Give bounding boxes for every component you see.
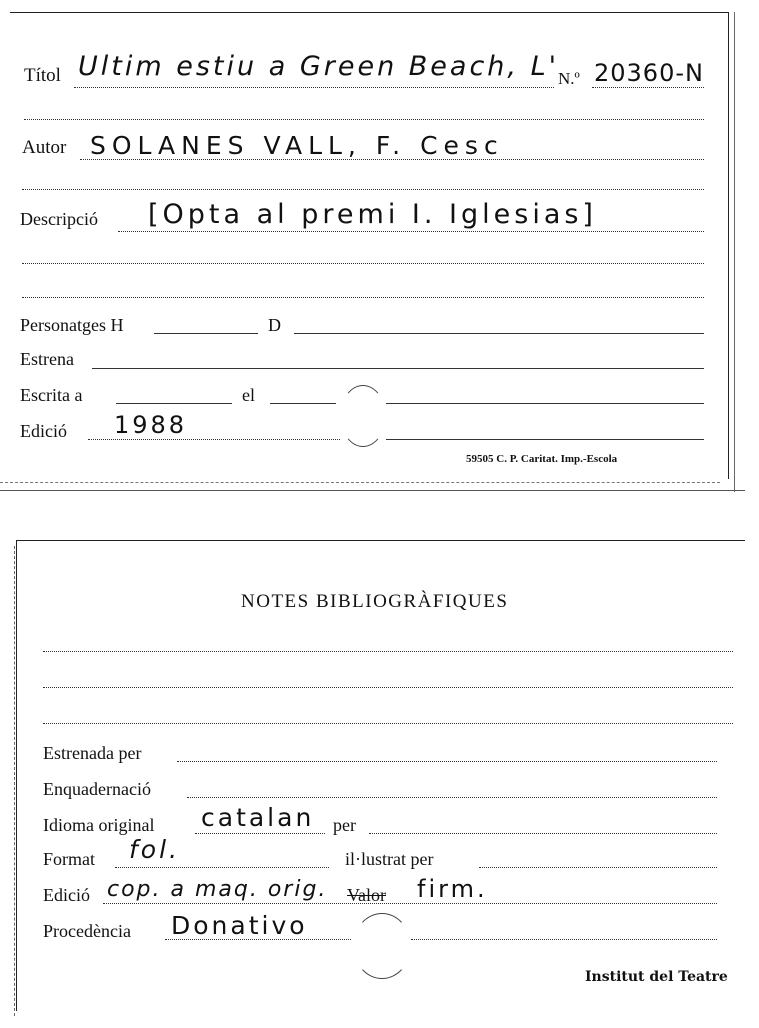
numero-label: N.º (558, 69, 580, 88)
valor-value: firm. (417, 875, 488, 903)
institution-name: Institut del Teatre (585, 969, 728, 985)
autor-label: Autor (22, 137, 67, 158)
illustrat-line (479, 867, 717, 868)
enquadernacio-label: Enquadernació (43, 779, 151, 799)
card2-edge (14, 546, 15, 1016)
personatges-d-label: D (268, 315, 281, 335)
edicio2-value: cop. a maq. orig. (107, 877, 328, 902)
catalog-card-front (10, 12, 729, 479)
idioma-per-line (369, 833, 717, 834)
procedencia-label: Procedència (43, 921, 131, 941)
el-line (270, 403, 336, 404)
descripcio-label: Descripció (20, 209, 98, 229)
notes-heading: NOTES BIBLIOGRÀFIQUES (241, 591, 509, 612)
descripcio-value: [Opta al premi I. Iglesias] (148, 199, 597, 230)
numero-value: 20360-N (594, 59, 704, 87)
edicio-value: 1988 (114, 411, 188, 439)
descripcio-line-2 (22, 263, 704, 264)
idioma-per-label: per (333, 815, 356, 835)
descripcio-line (118, 231, 704, 232)
valor-label: Valor (347, 885, 386, 905)
escrita-line (116, 403, 232, 404)
enquadernacio-line (187, 797, 717, 798)
edicio-label: Edició (20, 421, 67, 441)
personatges-label: Personatges H (20, 315, 124, 335)
autor-value: SOLANES VALL, F. Cesc (90, 131, 504, 160)
card-cut-line (0, 482, 720, 483)
edicio2-label: Edició (43, 885, 90, 905)
titol-label: Títol (24, 65, 61, 86)
punch-hole-2 (353, 913, 411, 979)
titol-value: Ultim estiu a Green Beach, L' (78, 51, 560, 82)
edicio-line-2 (386, 439, 704, 440)
idioma-value: catalan (201, 803, 315, 832)
titol-line-2 (24, 119, 704, 120)
catalog-card-back (16, 540, 745, 1011)
el-label: el (242, 385, 255, 405)
estrena-line (92, 368, 704, 369)
idioma-label: Idioma original (43, 815, 155, 835)
card-separator (0, 490, 745, 491)
notes-line-3 (43, 723, 733, 724)
format-line (115, 867, 329, 868)
notes-line-1 (43, 651, 733, 652)
personatges-h-line (154, 333, 258, 334)
el-line-2 (386, 403, 704, 404)
procedencia-value: Donativo (171, 911, 308, 940)
illustrat-label: il·lustrat per (345, 849, 434, 869)
escrita-label: Escrita a (20, 385, 83, 405)
format-label: Format (43, 849, 95, 869)
idioma-line (195, 833, 325, 834)
numero-line (592, 87, 704, 88)
card1-edge (734, 12, 735, 492)
estrenada-label: Estrenada per (43, 743, 142, 763)
procedencia-line-2 (411, 939, 717, 940)
personatges-d-line (294, 333, 704, 334)
autor-line-2 (22, 189, 704, 190)
descripcio-line-3 (22, 297, 704, 298)
format-value: fol. (129, 835, 180, 864)
punch-hole (340, 385, 386, 447)
edicio2-line (103, 903, 717, 904)
estrenada-line (177, 761, 717, 762)
edicio-line (88, 439, 340, 440)
estrena-label: Estrena (20, 349, 74, 369)
printer-imprint: 59505 C. P. Caritat. Imp.-Escola (466, 453, 618, 465)
notes-line-2 (43, 687, 733, 688)
titol-line (74, 87, 554, 88)
